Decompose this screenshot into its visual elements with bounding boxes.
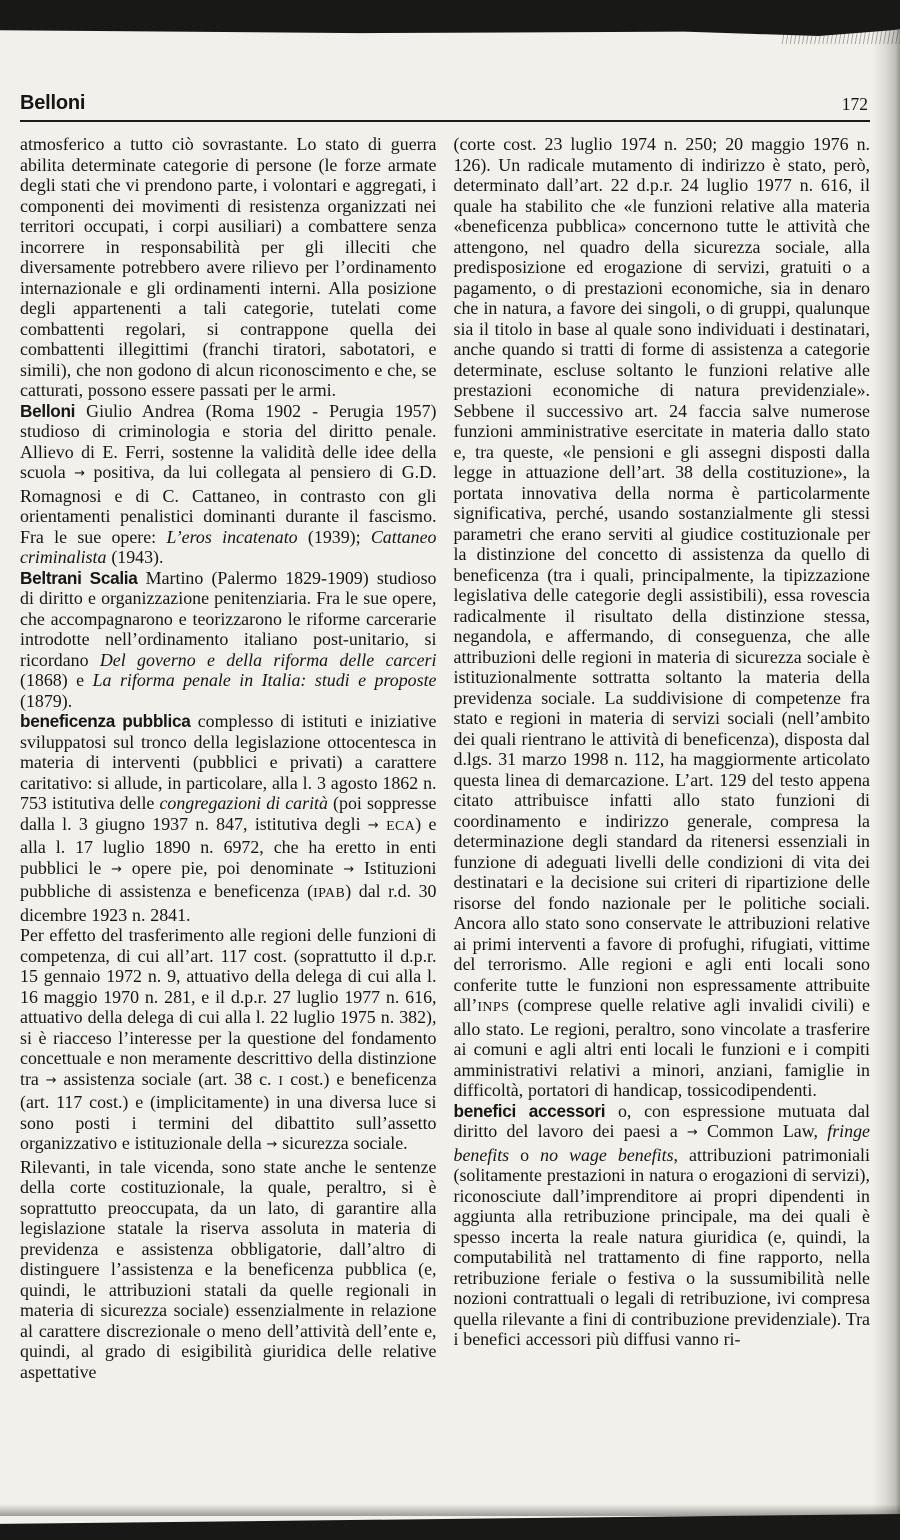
page-content xyxy=(20,92,870,1382)
page-number: 172 xyxy=(841,94,868,114)
cross-reference-arrow-icon: → xyxy=(111,861,122,877)
body-paragraph xyxy=(20,134,437,401)
body-text: assistenza sociale (art. 38 c. xyxy=(56,1068,279,1089)
text-column-right xyxy=(454,134,871,1382)
body-paragraph xyxy=(454,134,871,1101)
dictionary-entry xyxy=(20,568,437,712)
scan-edge-band-bottom xyxy=(0,1514,900,1540)
body-text: o, con espressione mutuata dal diritto del lavoro dei paesi a xyxy=(453,1100,870,1141)
cross-reference-arrow-icon: → xyxy=(266,1137,278,1152)
body-text: (1943). xyxy=(106,547,164,567)
body-text: (poi soppresse dalla l. 3 giugno 1937 n. 847, istitutiva degli xyxy=(20,793,437,834)
two-column-text-block xyxy=(20,134,870,1382)
cross-reference-arrow-icon: → xyxy=(74,466,85,481)
body-text: Rilevanti, in tale vicenda, sono state anche le sentenze della corte costituzionale, la quale, peraltro, si è soprattutto preoccupata, da un lato, di garantire alla legislazione statale la riserva assoluta in materia di previdenza e assistenza obbligatorie, dall’altro di distinguere l’assistenza e la beneficenza pubblica (e, quindi, le attribuzioni statali da quelle regionali in materia di sicurezza sociale) essenzialmente in relazione al carattere discrezionale o meno dell’attività dell’ente e, quindi, al grado di esigibilità giuridica delle relative aspettative xyxy=(20,1156,437,1382)
body-text xyxy=(379,814,386,834)
body-text: ) dal r.d. 30 dicembre 1923 n. 2841. xyxy=(20,881,437,925)
body-text: ) e alla l. 17 luglio 1890 n. 6972, che ha eretto in enti pubblici le xyxy=(20,813,437,878)
body-text: , attribuzioni patrimoniali (solitamente prestazioni in natura o erogazioni di servizi), riconosciute dall’imprenditore ai propri dipendenti in aggiunta alla retribuzione principale, ma dei quali è spesso incerta la reale natura giuridica (e, quindi, la computabilità nel trattamento di fine rapporto, nella retribuzione feriale o festiva o la sussumibilità nelle nozioni contrattuali o legali di retribuzione, ivi compresa quella rilevante a fini di contribuzione previdenziale). Tra i benefici accessori più diffusi vanno ri- xyxy=(453,1144,870,1349)
body-text: sicurezza sociale. xyxy=(277,1133,408,1153)
small-caps-text: I xyxy=(278,1073,284,1089)
small-caps-text: INPS xyxy=(477,1000,510,1015)
entry-headword: beneficenza pubblica xyxy=(20,711,191,731)
body-text: Giulio Andrea (Roma 1902 - Perugia 1957) studioso di criminologia e storia del diritto penale. Allievo di E. Ferri, sostenne la validità delle idee della scuola xyxy=(20,400,437,482)
body-paragraph xyxy=(20,1157,437,1383)
body-text: Common Law, xyxy=(697,1121,828,1141)
small-caps-text: ECA xyxy=(386,818,416,834)
dictionary-entry xyxy=(20,711,437,925)
entry-headword: Beltrani Scalia xyxy=(20,567,138,588)
running-header-title: Belloni xyxy=(20,92,86,114)
dictionary-entry xyxy=(20,401,437,568)
body-paragraph xyxy=(20,925,437,1157)
body-text: (1939); xyxy=(297,526,371,547)
body-text: (comprese quelle relative agli invalidi civili) e allo stato. Le regioni, peraltro, sono vincolate a trasferire ai comuni e agli altri enti locali le funzioni e i compiti amministrativi relativi a minori, anziani, famiglie in difficoltà, portatori di handicap, tossicodipendenti. xyxy=(453,995,870,1100)
body-text: (corte cost. 23 luglio 1974 n. 250; 20 maggio 1976 n. 126). Un radicale mutamento di indirizzo è stato, però, determinato dall’art. 22 d.p.r. 24 luglio 1977 n. 616, il quale ha stabilito che «le funzioni relative alla materia «beneficenza pubblica» concernono tutte le attività che attengono, nel quadro della sicurezza sociale, alla predisposizione ed erogazione di servizi, gratuiti o a pagamento, o di prestazioni economiche, sia in denaro che in natura, a favore dei singoli, o di gruppi, qualunque sia il titolo in base al quale sono individuati i destinatari, anche quando si tratti di forme di assistenza a categorie determinate, escluse soltanto le funzioni relative alle prestazioni economiche di natura previdenziale». Sebbene il successivo art. 24 faccia salve numerose funzioni amministrative esercitate in materia dallo stato e, tra queste, «le pensioni e gli assegni disposti dalla legge in attuazione dell’art. 38 della costituzione», la portata innovativa della norma è particolarmente significativa, perché, usando sostanzialmente gli stessi parametri che erano serviti al giudice costituzionale per la distinzione del concetto di assistenza da quello di beneficenza (tra i quali, principalmente, la tipizzazione legislativa delle categorie degli assistibili), essa rovescia radicalmente il risultato della distinzione stessa, negandola, e affermando, di conseguenza, che alle attribuzioni delle regioni in materia di sicurezza sociale è istituzionalmente sottratta soltanto la materia della previdenza sociale. La suddivisione di competenze fra stato e regioni in materia di servizi sociali (nell’ambito dei quali rientrano le attività di beneficenza), disposta dal d.lgs. 31 marzo 1998 n. 112, ha maggiormente articolato questa linea di demarcazione. L’art. 129 del testo appena citato attribuisce infatti allo stato funzioni di coordinamento e indirizzo generale, compresa la determinazione degli standard da ritenersi essenziali in funzione di adeguati livelli delle condizioni di vita dei destinatari e la decisione sui criteri di ripartizione delle risorse del fondo nazionale per le politiche sociali. Ancora allo stato sono conservate le attribuzioni relative ai primi interventi a favore di profughi, rifugiati, vittime del terrorismo. Alle regioni e agli enti locali sono conferite tutte le funzioni non espressamente attribuite all’ xyxy=(453,134,870,1015)
italic-text: Del governo e della riforma delle carceri xyxy=(99,649,437,670)
body-text: atmosferico a tutto ciò sovrastante. Lo stato di guerra abilita determinate categorie di persone (le forze armate degli stati che vi prendono parte, i volontari e aggregati, i componenti dei movimenti di resistenza organizzati nei territori occupati, i corpi ausiliari) a combattere senza incorrere in responsabilità per gli illeciti che diversamente potrebbero avere rilievo per l’ordinamento internazionale e gli ordinamenti interni. Alla posizione degli appartenenti a tali categorie, tutelati come combattenti regolari, si contrappone quella dei combattenti illegittimi (franchi tiratori, sabotatori, e simili), che non godono di alcun riconoscimento e che, se catturati, possono essere passati per le armi. xyxy=(20,134,437,400)
page-header xyxy=(20,92,870,122)
page-edge-shadow xyxy=(872,30,900,1520)
italic-text: no wage benefits xyxy=(540,1144,674,1165)
entry-headword: benefici accessori xyxy=(453,1100,606,1121)
dictionary-entry xyxy=(454,1101,871,1350)
body-text: o xyxy=(509,1144,541,1165)
body-text: Istituzioni pubbliche di assistenza e beneficenza ( xyxy=(20,857,437,901)
body-text: opere pie, poi denominate xyxy=(121,857,344,878)
small-caps-text: IPAB xyxy=(313,886,346,901)
italic-text: congregazioni di carità xyxy=(159,793,328,813)
italic-text: L’eros incatenato xyxy=(166,526,298,547)
cross-reference-arrow-icon: → xyxy=(367,817,379,833)
scan-edge-shadow-bottom xyxy=(0,1504,900,1516)
body-text: complesso di istituti e iniziative sviluppatosi sul tronco della legislazione ottocentesca in materia di interventi (pubblici e privati) a carattere caritativo: si allude, in particolare, alla l. 3 agosto 1862 n. 753 istitutiva delle xyxy=(20,711,437,813)
cross-reference-arrow-icon: → xyxy=(686,1125,698,1140)
cross-reference-arrow-icon: → xyxy=(343,861,355,877)
italic-text: La riforma penale in Italia: studi e proposte xyxy=(92,670,437,690)
body-text: (1879). xyxy=(20,690,73,711)
italic-text: Cattaneo criminalista xyxy=(20,526,437,567)
body-text: Martino (Palermo 1829-1909) studioso di diritto e organizzazione penitenziaria. Fra le sue opere, che accompagnarono e teorizzarono le riforme carcerarie introdotte nell’ordinamento italiano post-unitario, si ricordano xyxy=(20,567,437,670)
italic-text: fringe benefits xyxy=(453,1121,870,1165)
body-text: Per effetto del trasferimento alle regioni delle funzioni di competenza, di cui all’art. 117 cost. (soprattutto il d.p.r. 15 gennaio 1972 n. 9, attuativo della delega di cui alla l. 16 maggio 1970 n. 281, e il d.p.r. 27 luglio 1977 n. 616, attuativo della delega di cui alla l. 22 luglio 1975 n. 382), si è riacceso l’interesse per la questione del fondamento concettuale e non meramente descrittivo della distinzione tra xyxy=(20,925,437,1089)
body-text: positiva, da lui collegata al pensiero di G.D. Romagnosi e di C. Cattaneo, in contrasto con gli orientamenti penalistici dominanti durante il fascismo. Fra le sue opere: xyxy=(20,462,437,547)
scan-edge-band-top xyxy=(0,0,900,36)
cross-reference-arrow-icon: → xyxy=(45,1072,57,1088)
body-text: cost.) e beneficenza (art. 117 cost.) e (implicitamente) in una diversa luce si sono posti i termini del dibattito sull’assetto organizzativo e istituzionale della xyxy=(20,1068,437,1153)
text-column-left xyxy=(20,134,437,1382)
body-text: (1868) e xyxy=(20,670,93,690)
entry-headword: Belloni xyxy=(20,400,76,421)
